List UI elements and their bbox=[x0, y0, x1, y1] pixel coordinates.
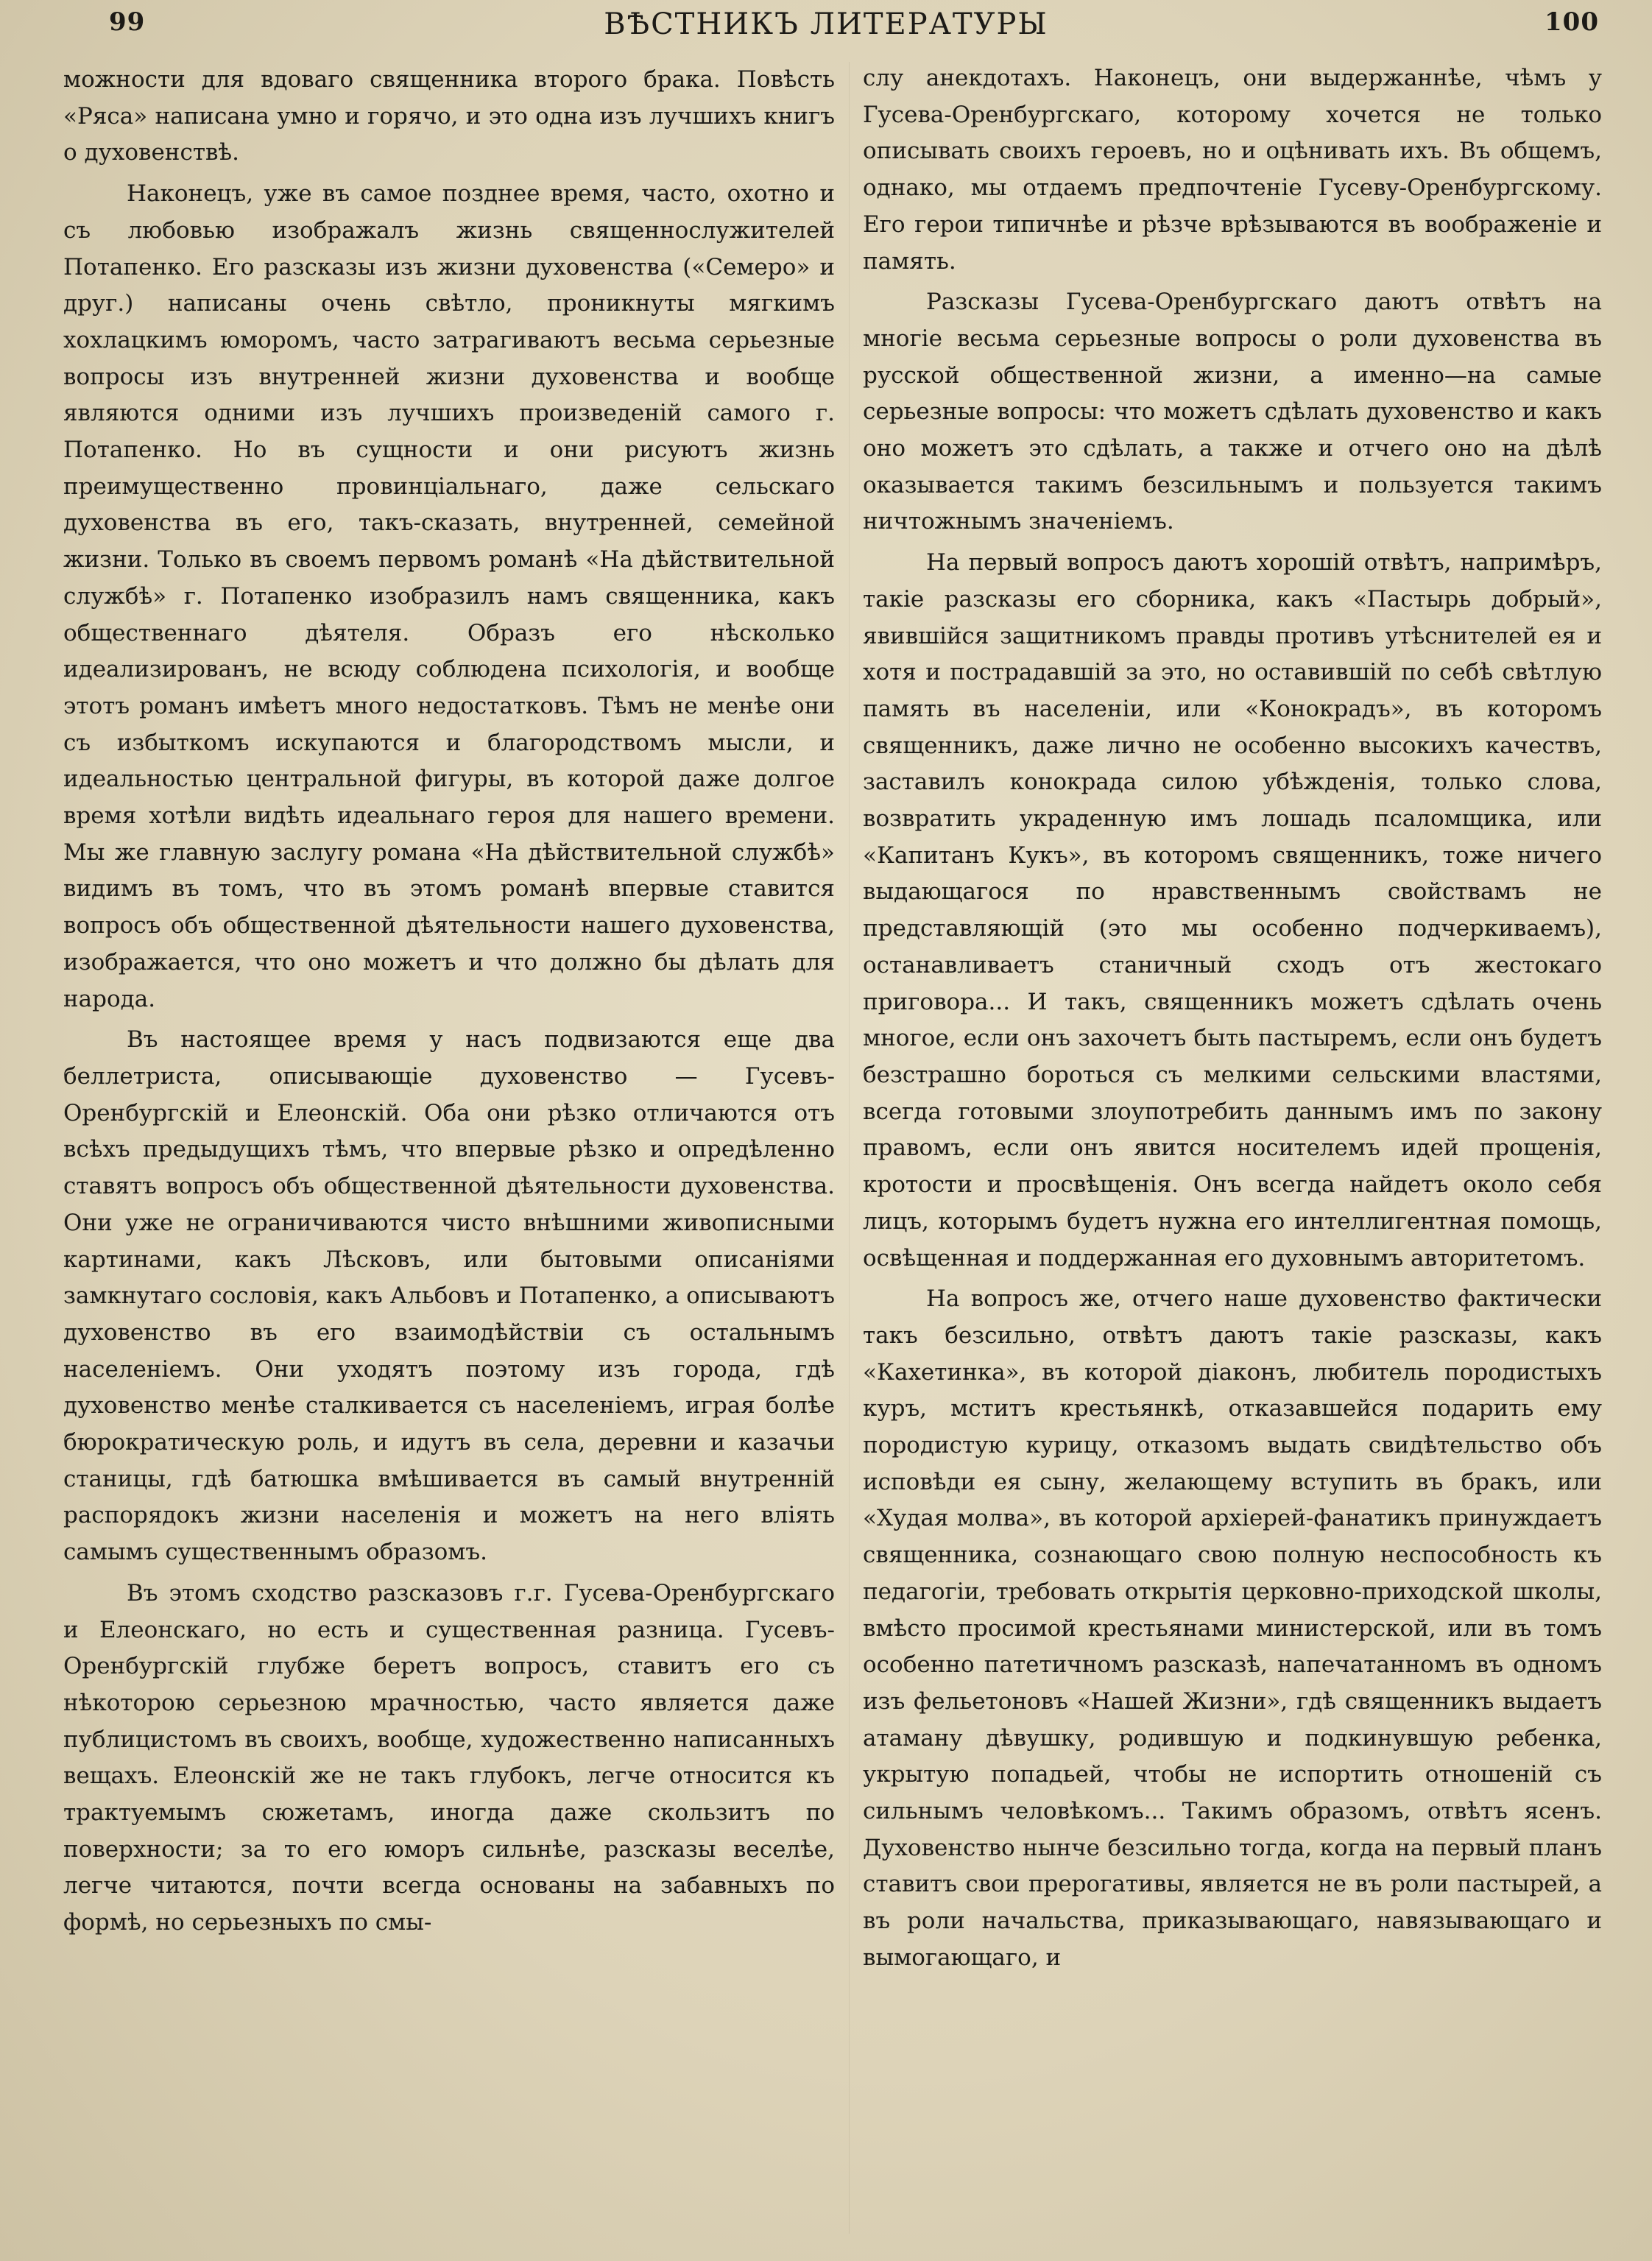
column-gutter bbox=[849, 62, 850, 2234]
journal-title: ВѢСТНИКЪ ЛИТЕРАТУРЫ bbox=[604, 7, 1048, 41]
paragraph: можности для вдоваго священника второго брака. Повѣсть «Ряса» написана умно и горячо, и это одна изъ лучшихъ книгъ о духовенствѣ. bbox=[63, 66, 835, 166]
paragraph: слу анекдотахъ. Наконецъ, они выдержаннѣе, чѣмъ у Гусева-Оренбургскаго, которому хочется не только описывать своихъ героевъ, но и оцѣнивать ихъ. Въ общемъ, однако, мы отдаемъ предпочтеніе Гусеву-Оренбургскому. Его герои типичнѣе и рѣзче врѣзываются въ воображеніе и память. bbox=[863, 65, 1602, 275]
right-column bbox=[863, 60, 1602, 2240]
left-column bbox=[63, 62, 835, 2241]
page-number-left: 99 bbox=[109, 7, 146, 37]
running-head bbox=[0, 4, 1652, 49]
paragraph: На первый вопросъ даютъ хорошій отвѣтъ, напримѣръ, такіе разсказы его сборника, какъ «Пастырь добрый», явившійся защитникомъ правды противъ утѣснителей ея и хотя и пострадавшій за это, но оставившій по себѣ свѣтлую память въ населеніи, или «Конокрадъ», въ которомъ священникъ, даже лично не особенно высокихъ качествъ, заставилъ конокрада силою убѣжденія, только слова, возвратить украденную имъ лошадь псаломщика, или «Капитанъ Кукъ», въ которомъ священникъ, тоже ничего выдающагося по нравственнымъ свойствамъ не представляющій (это мы особенно подчеркиваемъ), останавливаетъ станичный сходъ отъ жестокаго приговора... И такъ, священникъ можетъ сдѣлать очень многое, если онъ захочетъ быть пастыремъ, если онъ будетъ безстрашно бороться съ мелкими сельскими властями, всегда готовыми злоупотребить даннымъ имъ по закону правомъ, если онъ явится носителемъ идей прощенія, кротости и просвѣщенія. Онъ всегда найдетъ около себя лицъ, которымъ будетъ нужна его интеллигентная помощь, освѣщенная и поддержанная его духовнымъ авторитетомъ. bbox=[863, 549, 1602, 1271]
paragraph: Въ настоящее время у насъ подвизаются еще два беллетриста, описывающіе духовенство — Гусевъ-Оренбургскій и Елеонскій. Оба они рѣзко отличаются отъ всѣхъ предыдущихъ тѣмъ, что впервые рѣзко и опредѣленно ставятъ вопросъ объ общественной дѣятельности духовенства. Они уже не ограничиваются чисто внѣшними живописными картинами, какъ Лѣсковъ, или бытовыми описаніями замкнутаго сословія, какъ Альбовъ и Потапенко, а описываютъ духовенство въ его взаимодѣйствіи съ остальнымъ населеніемъ. Они уходятъ поэтому изъ города, гдѣ духовенство менѣе сталкивается съ населеніемъ, играя болѣе бюрократическую роль, и идутъ въ села, деревни и казачьи станицы, гдѣ батюшка вмѣшивается въ самый внутренній распорядокъ жизни населенія и можетъ на него вліять самымъ существеннымъ образомъ. bbox=[63, 1026, 835, 1566]
paragraph: Наконецъ, уже въ самое позднее время, часто, охотно и съ любовью изображалъ жизнь священнослужителей Потапенко. Его разсказы изъ жизни духовенства («Семеро» и друг.) написаны очень свѣтло, проникнуты мягкимъ хохлацкимъ юморомъ, часто затрагиваютъ весьма серьезные вопросы изъ внутренней жизни духовенства и вообще являются одними изъ лучшихъ произведеній самого г. Потапенко. Но въ сущности и они рисуютъ жизнь преимущественно провинціальнаго, даже сельскаго духовенства въ его, такъ-сказать, внутренней, семейной жизни. Только въ своемъ первомъ романѣ «На дѣйствительной службѣ» г. Потапенко изобразилъ намъ священника, какъ общественнаго дѣятеля. Образъ его нѣсколько идеализированъ, не всюду соблюдена психологія, и вообще этотъ романъ имѣетъ много недостатковъ. Тѣмъ не менѣе они съ избыткомъ искупаются и благородствомъ мысли, и идеальностью центральной фигуры, въ которой даже долгое время хотѣли видѣть идеальнаго героя для нашего времени. Мы же главную заслугу романа «На дѣйствительной службѣ» видимъ въ томъ, что въ этомъ романѣ впервые ставится вопросъ объ общественной дѣятельности нашего духовенства, изображается, что оно можетъ и что должно бы дѣлать для народа. bbox=[63, 180, 835, 1012]
paragraph: Разсказы Гусева-Оренбургскаго даютъ отвѣтъ на многіе весьма серьезные вопросы о роли духовенства въ русской общественной жизни, а именно—на самые серьезные вопросы: что можетъ сдѣлать духовенство и какъ оно можетъ это сдѣлать, а также и отчего оно на дѣлѣ оказывается такимъ безсильнымъ и пользуется такимъ ничтожнымъ значеніемъ. bbox=[863, 289, 1602, 535]
paragraph: Въ этомъ сходство разсказовъ г.г. Гусева-Оренбургскаго и Елеонскаго, но есть и существенная разница. Гусевъ-Оренбургскій глубже беретъ вопросъ, ставитъ его съ нѣкоторою серьезною мрачностью, часто является даже публицистомъ въ своихъ, вообще, художественно написанныхъ вещахъ. Елеонскій же не такъ глубокъ, легче относится къ трактуемымъ сюжетамъ, иногда даже скользитъ по поверхности; за то его юморъ сильнѣе, разсказы веселѣе, легче читаются, почти всегда основаны на забавныхъ по формѣ, но серьезныхъ по смы- bbox=[63, 1579, 835, 1936]
paragraph: На вопросъ же, отчего наше духовенство фактически такъ безсильно, отвѣтъ даютъ такіе разсказы, какъ «Кахетинка», въ которой діаконъ, любитель породистыхъ куръ, мститъ крестьянкѣ, отказавшейся подарить ему породистую курицу, отказомъ выдать свидѣтельство объ исповѣди ея сыну, желающему вступить въ бракъ, или «Худая молва», въ которой архіерей-фанатикъ принуждаетъ священника, сознающаго свою полную неспособность къ педагогіи, требовать открытія церковно-приходской школы, вмѣсто просимой крестьянами министерской, или въ томъ особенно патетичномъ разсказѣ, напечатанномъ въ одномъ изъ фельетоновъ «Нашей Жизни», гдѣ священникъ выдаетъ атаману дѣвушку, родившую и подкинувшую ребенка, укрытую попадьей, чтобы не испортить отношеній съ сильнымъ человѣкомъ... Такимъ образомъ, отвѣтъ ясенъ. Духовенство нынче безсильно тогда, когда на первый планъ ставитъ свои прерогативы, является не въ роли пастырей, а въ роли начальства, приказывающаго, навязывающаго и вымогающаго, и bbox=[863, 1285, 1602, 1971]
page-number-right: 100 bbox=[1545, 7, 1599, 37]
